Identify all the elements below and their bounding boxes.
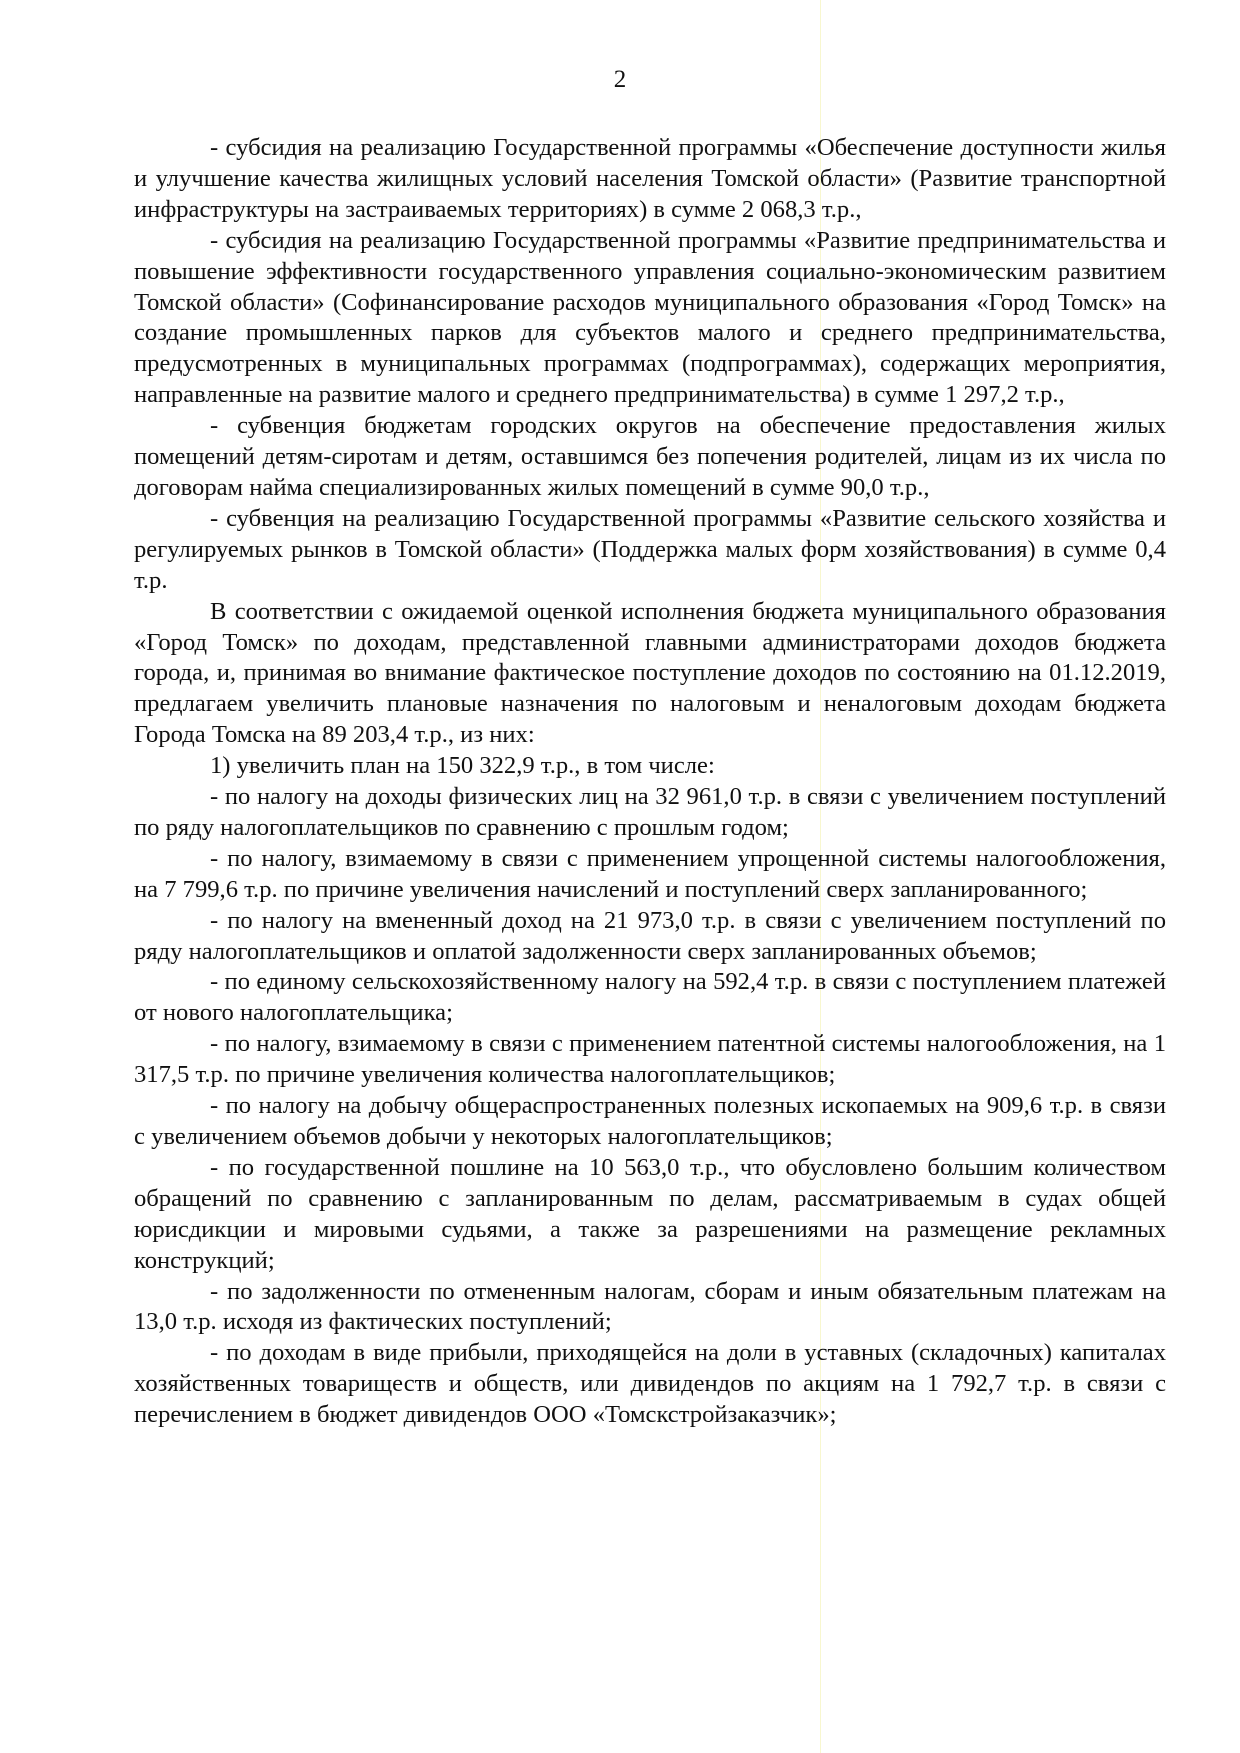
paragraph-simplified-tax: - по налогу, взимаемому в связи с применением упрощенной системы налогообложения, на 7 799,6 т.р. по причине увеличения начислений и поступлений сверх запланированного;	[134, 844, 1166, 903]
paragraph-subvention-orphans-housing: - субвенция бюджетам городских округов на обеспечение предоставления жилых помещений детям-сиротам и детям, оставшимся без попечения родителей, лицам из их числа по договорам найма специализированных жилых помещений в сумме 90,0 т.р.,	[134, 412, 1166, 501]
paragraph-imputed-income-tax: - по налогу на вмененный доход на 21 973,0 т.р. в связи с увеличением поступлений по ряду налогоплательщиков и оплатой задолженности сверх запланированных объемов;	[134, 906, 1166, 965]
page-number: 2	[613, 66, 627, 93]
document-body	[134, 133, 1166, 1431]
paragraph-mining-tax: - по налогу на добычу общераспространенных полезных ископаемых на 909,6 т.р. в связи с увеличением объемов добычи у некоторых налогоплательщиков;	[134, 1092, 1166, 1150]
paragraph-revenue-increase-intro: В соответствии с ожидаемой оценкой исполнения бюджета муниципального образования «Город Томск» по доходам, представленной главными администраторами доходов бюджета города, и, принимая во внимание фактическое поступление доходов по состоянию на 01.12.2019, предлагаем увеличить плановые назначения по налоговым и неналоговым доходам бюджета Города Томска на 89 203,4 т.р., из них:	[134, 597, 1166, 749]
paragraph-subvention-agriculture: - субвенция на реализацию Государственной программы «Развитие сельского хозяйства и регулируемых рынков в Томской области» (Поддержка малых форм хозяйствования) в сумме 0,4 т.р.	[134, 504, 1166, 594]
paragraph-cancelled-taxes-debt: - по задолженности по отмененным налогам, сборам и иным обязательным платежам на 13,0 т.р. исходя из фактических поступлений;	[134, 1277, 1166, 1336]
paragraph-subsidy-entrepreneurship: - субсидия на реализацию Государственной программы «Развитие предпринимательства и повышение эффективности государственного управления социально-экономическим развитием Томской области» (Софинансирование расходов муниципального образования «Город Томск» на создание промышленных парков для субъектов малого и среднего предпринимательства, предусмотренных в муниципальных программах (подпрограммах), содержащих мероприятия, направленные на развитие малого и среднего предпринимательства) в сумме 1 297,2 т.р.,	[134, 226, 1166, 409]
paragraph-state-duty: - по государственной пошлине на 10 563,0 т.р., что обусловлено большим количеством обращений по сравнению с запланированным по делам, рассматриваемым в судах общей юрисдикции и мировыми судьями, а также за разрешениями на размещение рекламных конструкций;	[134, 1153, 1166, 1274]
paragraph-personal-income-tax: - по налогу на доходы физических лиц на 32 961,0 т.р. в связи с увеличением поступлений по ряду налогоплательщиков по сравнению с прошлым годом;	[134, 783, 1166, 841]
paragraph-patent-tax: - по налогу, взимаемому в связи с применением патентной системы налогообложения, на 1 317,5 т.р. по причине увеличения количества налогоплательщиков;	[134, 1030, 1166, 1089]
paragraph-agricultural-tax: - по единому сельскохозяйственному налогу на 592,4 т.р. в связи с поступлением платежей от нового налогоплательщика;	[134, 968, 1166, 1027]
paragraph-subsidy-housing: - субсидия на реализацию Государственной программы «Обеспечение доступности жилья и улучшение качества жилищных условий населения Томской области» (Развитие транспортной инфраструктуры на застраиваемых территориях) в сумме 2 068,3 т.р.,	[134, 134, 1166, 223]
paragraph-plan-increase: 1) увеличить план на 150 322,9 т.р., в том числе:	[210, 752, 715, 780]
paragraph-dividends: - по доходам в виде прибыли, приходящейся на доли в уставных (складочных) капиталах хозяйственных товариществ и обществ, или дивидендов по акциям на 1 792,7 т.р. в связи с перечислением в бюджет дивидендов ООО «Томскстройзаказчик»;	[134, 1339, 1166, 1429]
